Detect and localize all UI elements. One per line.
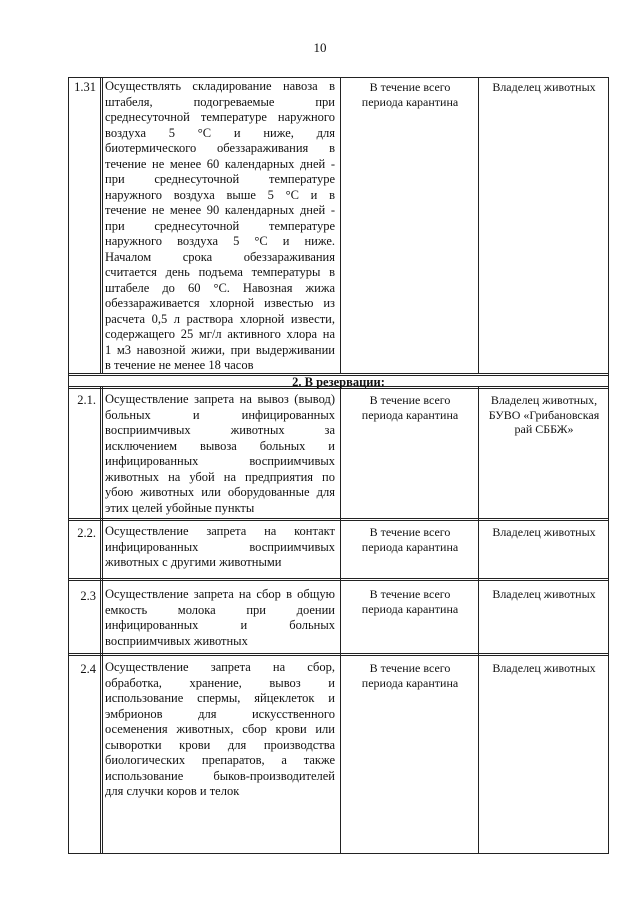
row-number: 1.31	[74, 80, 96, 94]
row-description: Осуществление запрета на сбор в общую емкость молока при доении инфицированных и больных восприимчивых животных	[105, 587, 335, 648]
row-responsible: Владелец животных	[492, 661, 596, 675]
measures-table	[68, 77, 609, 854]
row-divider	[68, 653, 609, 656]
column-divider	[340, 77, 341, 373]
table-border-right	[608, 77, 609, 854]
page-number: 10	[313, 40, 327, 55]
column-divider	[478, 386, 479, 854]
row-term: В течение всего периода карантина	[361, 587, 459, 616]
row-responsible: Владелец животных	[492, 587, 596, 601]
row-number: 2.1.	[77, 393, 96, 407]
row-divider	[68, 578, 609, 581]
row-description: Осуществление запрета на сбор, обработка, хранение, вывоз и использование спермы, яйцеклеток и эмбрионов для искусственного осеменения животных, сбор крови или сыворотки крови для производства биологических препаратов, а также использование быков-производителей для случки коров и телок	[105, 660, 335, 798]
row-term: В течение всего периода карантина	[361, 525, 459, 554]
column-divider	[340, 386, 341, 854]
row-number: 2.3	[80, 589, 96, 603]
section-title: 2. В резервации:	[292, 375, 385, 389]
row-description: Осуществлять складирование навоза в штабеля, подогреваемые при среднесуточной температуре наружного воздуха 5 °С и ниже, для биотермического обеззараживания в течение не менее 60 календарных дней - при среднесуточной температуре наружного воздуха выше 5 °С и в течение не менее 90 календарных дней - при среднесуточной температуре наружного воздуха 5 °С и ниже. Началом срока обеззараживания считается день подъема температуры в штабеле до 60 °С. Навозная жижа обеззараживается хлорной известью из расчета 0,5 л раствора хлорной извести, содержащего 25 мг/л активного хлора на 1 м3 навозной жижи, при выдерживании в течение не менее 18 часов	[105, 79, 335, 372]
table-border-left	[68, 77, 69, 854]
row-number: 2.4	[80, 662, 96, 676]
row-divider	[68, 853, 609, 854]
column-divider	[100, 386, 103, 854]
row-number: 2.2.	[77, 526, 96, 540]
row-responsible: Владелец животных	[492, 80, 596, 94]
row-description: Осуществление запрета на контакт инфицированных восприимчивых животных с другими животными	[105, 524, 335, 569]
row-responsible: Владелец животных, БУВО «Грибановская рай СББЖ»	[488, 393, 600, 436]
row-term: В течение всего периода карантина	[361, 80, 459, 109]
column-divider	[100, 77, 103, 373]
column-divider	[478, 77, 479, 373]
row-term: В течение всего периода карантина	[361, 661, 459, 690]
row-responsible: Владелец животных	[492, 525, 596, 539]
row-divider	[68, 518, 609, 521]
row-divider	[68, 77, 609, 78]
row-term: В течение всего периода карантина	[361, 393, 459, 422]
row-description: Осуществление запрета на вывоз (вывод) больных и инфицированных восприимчивых животных за исключением вывоза больных и инфицированных восприимчивых животных на убой на предприятия по убою животных или оборудованные для этих целей убойные пункты	[105, 392, 335, 515]
